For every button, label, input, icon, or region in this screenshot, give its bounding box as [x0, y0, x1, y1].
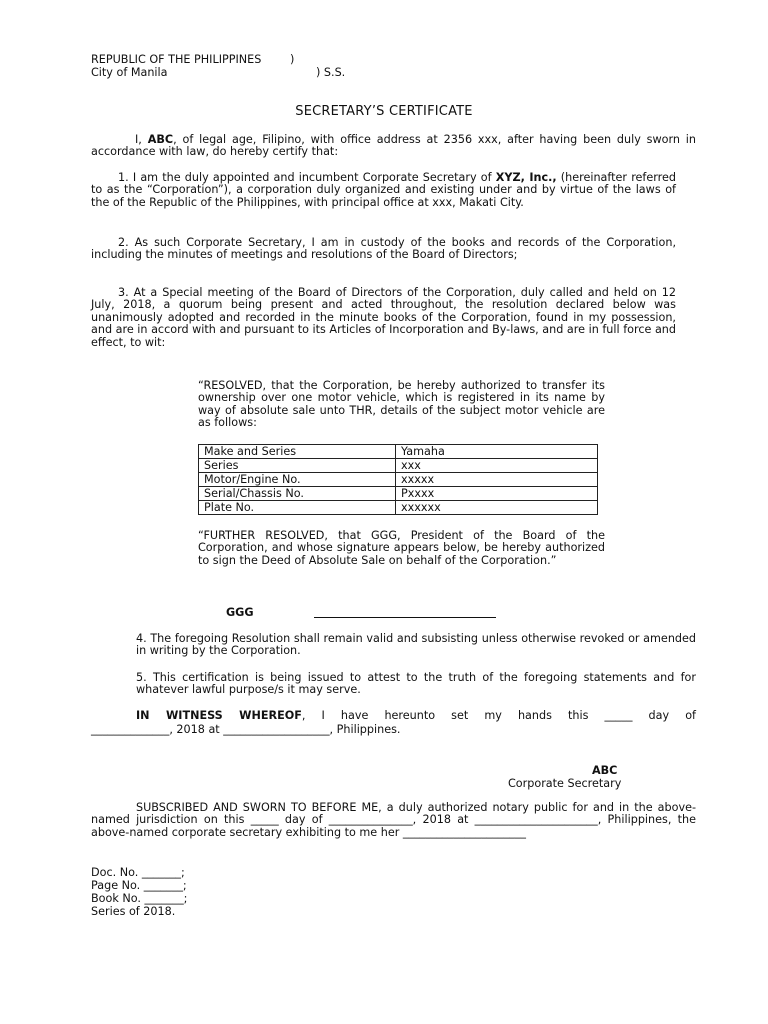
signatory-name: GGG [226, 606, 254, 619]
vehicle-field-value: xxxxxx [396, 501, 598, 515]
document-title: SECRETARY’S CERTIFICATE [295, 104, 473, 119]
item-1-text: (hereinafter referred to as the “Corporation”), a corporation duly organized and existing under and by virtue of the laws of the of the Republic of the Philippines, with principal office at xxx, Makati City. [91, 171, 676, 209]
intro-prefix: I, [135, 133, 148, 146]
witness-heading: IN WITNESS WHEREOF [136, 709, 302, 722]
secretary-title: Corporate Secretary [508, 777, 622, 790]
vehicle-field-value: xxxxx [396, 473, 598, 487]
item-1-paragraph [91, 172, 676, 209]
venue-ss: ) S.S. [316, 66, 346, 79]
doc-no: Doc. No. _______; [91, 866, 185, 879]
witness-line-1 [91, 710, 696, 722]
item-3-paragraph: 3. At a Special meeting of the Board of Directors of the Corporation, duly called and held on 12 July, 2018, a quorum being present and acted throughout, the resolution declared below was unanimously adopted and recorded in the minute books of the Corporation, found in my possession, and are in accord with and pursuant to its Articles of Incorporation and By-laws, and are in full force and effect, to wit: [91, 286, 676, 349]
item-4-paragraph: 4. The foregoing Resolution shall remain valid and subsisting unless otherwise revoked or amended in writing by the Corporation. [136, 632, 696, 658]
venue-paren: ) [290, 53, 295, 66]
vehicle-field-value: Yamaha [396, 445, 598, 459]
company-name: XYZ, Inc., [495, 171, 557, 184]
affiant-name: ABC [147, 133, 174, 146]
vehicle-table-row [199, 445, 598, 459]
vehicle-table-row [199, 487, 598, 501]
vehicle-table-row [199, 459, 598, 473]
intro-text: , of legal age, Filipino, with office address at 2356 xxx, after having been duly sworn in accordance with law, do hereby certify that: [91, 133, 696, 159]
further-resolution-paragraph: “FURTHER RESOLVED, that GGG, President of the Board of the Corporation, and whose signature appears below, be hereby authorized to sign the Deed of Absolute Sale on behalf of the Corporation.” [198, 529, 605, 567]
vehicle-field-value: xxx [396, 459, 598, 473]
series-year: Series of 2018. [91, 905, 176, 918]
vehicle-field-label: Motor/Engine No. [199, 473, 396, 487]
vehicle-field-label: Plate No. [199, 501, 396, 515]
witness-line-2: ______________, 2018 at ___________________, Philippines. [91, 723, 401, 736]
item-1-prefix: 1. I am the duly appointed and incumbent Corporate Secretary of [118, 171, 496, 184]
vehicle-field-label: Serial/Chassis No. [199, 487, 396, 501]
book-no: Book No. _______; [91, 892, 188, 905]
page-no: Page No. _______; [91, 879, 187, 892]
signature-line [314, 617, 496, 618]
vehicle-table-row [199, 501, 598, 515]
item-2-paragraph: 2. As such Corporate Secretary, I am in custody of the books and records of the Corporation, including the minutes of meetings and resolutions of the Board of Directors; [91, 236, 676, 262]
vehicle-field-label: Make and Series [199, 445, 396, 459]
vehicle-field-value: Pxxxx [396, 487, 598, 501]
venue-republic: REPUBLIC OF THE PHILIPPINES [91, 53, 262, 66]
venue-city: City of Manila [91, 66, 168, 79]
vehicle-details-table [198, 444, 598, 515]
witness-text: , I have hereunto set my hands this _____ day of [301, 709, 696, 722]
intro-paragraph [91, 134, 696, 159]
item-5-paragraph: 5. This certification is being issued to attest to the truth of the foregoing statements and for whatever lawful purpose/s it may serve. [136, 671, 696, 697]
jurat-paragraph: SUBSCRIBED AND SWORN TO BEFORE ME, a duly authorized notary public for and in the above-named jurisdiction on this _____ day of _______________, 2018 at ______________________, Philippines, the above-named corporate secretary exhibiting to me her ______________________ [91, 801, 696, 839]
vehicle-field-label: Series [199, 459, 396, 473]
secretary-name: ABC [592, 764, 618, 777]
vehicle-table-row [199, 473, 598, 487]
resolution-paragraph: “RESOLVED, that the Corporation, be hereby authorized to transfer its ownership over one motor vehicle, which is registered in its name by way of absolute sale unto THR, details of the subject motor vehicle are as follows: [198, 379, 605, 430]
